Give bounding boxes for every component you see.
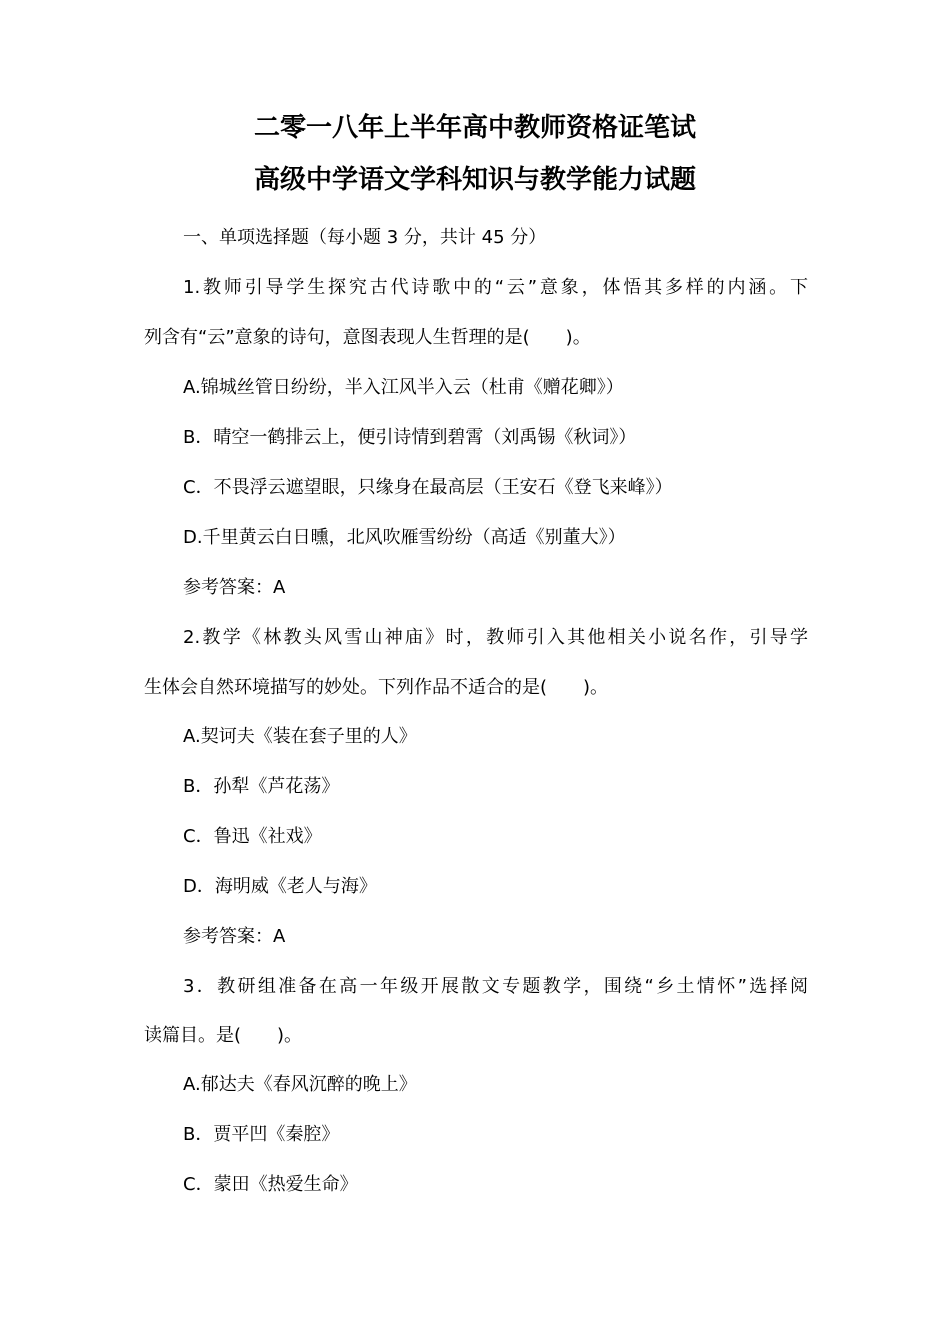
- question-2-option-c: C．鲁迅《社戏》: [183, 826, 322, 847]
- question-2-option-a: A.契诃夫《装在套子里的人》: [183, 726, 417, 747]
- question-1-stem-line-1: 1.教师引导学生探究古代诗歌中的“云”意象，体悟其多样的内涵。下: [183, 277, 808, 298]
- question-2-option-b: B．孙犁《芦花荡》: [183, 776, 340, 797]
- question-2-answer: 参考答案：A: [183, 926, 286, 947]
- question-3-option-a: A.郁达夫《春风沉醉的晚上》: [183, 1074, 417, 1095]
- question-3-stem-line-2: 读篇目。是( )。: [144, 1025, 303, 1046]
- question-2-option-d: D．海明威《老人与海》: [183, 876, 377, 897]
- question-1-option-d: D.千里黄云白日曛，北风吹雁雪纷纷（高适《别董大》）: [183, 527, 626, 548]
- question-3-option-c: C．蒙田《热爱生命》: [183, 1174, 358, 1195]
- question-1-stem-line-2: 列含有“云”意象的诗句，意图表现人生哲理的是( )。: [144, 327, 591, 348]
- document-title-line-2: 高级中学语文学科知识与教学能力试题: [253, 165, 696, 195]
- question-3-stem-line-1: 3．教研组准备在高一年级开展散文专题教学，围绕“乡土情怀”选择阅: [183, 976, 808, 997]
- question-1-option-a: A.锦城丝管日纷纷，半入江风半入云（杜甫《赠花卿》）: [183, 377, 624, 398]
- document-title-line-1: 二零一八年上半年高中教师资格证笔试: [253, 113, 696, 143]
- section-heading: 一、单项选择题（每小题 3 分，共计 45 分）: [183, 227, 547, 248]
- question-2-stem-line-2: 生体会自然环境描写的妙处。下列作品不适合的是( )。: [144, 677, 609, 698]
- question-1-option-b: B．晴空一鹤排云上，便引诗情到碧霄（刘禹锡《秋词》）: [183, 427, 637, 448]
- question-1-answer: 参考答案：A: [183, 577, 286, 598]
- question-1-option-c: C．不畏浮云遮望眼，只缘身在最高层（王安石《登飞来峰》）: [183, 477, 673, 498]
- question-2-stem-line-1: 2.教学《林教头风雪山神庙》时，教师引入其他相关小说名作，引导学: [183, 627, 808, 648]
- question-3-option-b: B．贾平凹《秦腔》: [183, 1124, 340, 1145]
